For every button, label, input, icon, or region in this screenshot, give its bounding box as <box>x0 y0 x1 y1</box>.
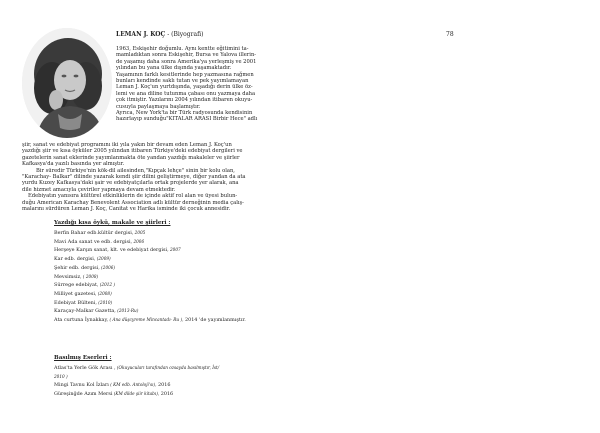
bio-line: de yaşamış daha sonra Amerika'ya yerleşmiş ve 2001 <box>116 58 257 65</box>
works-item: Kar edb. dergisi, (2009) <box>54 256 111 263</box>
works-list <box>54 229 246 325</box>
publications-list <box>54 364 219 398</box>
body-line: "Karachay- Balkar" dilinde yazarak kendi şiir dilini geliştirmeye, diğer yandan da ata <box>22 174 246 181</box>
body-line: malarını sürdüren Leman J. Koç, Canitat ve Harika isminde iki çocuk annesidir. <box>22 206 231 213</box>
body-line: Kafkasya'da yazılı basında yer almıştır. <box>22 161 125 168</box>
bio-subtitle: - (Biyografi) <box>165 31 204 38</box>
works-item: Edebiyat Bülteni, (2010) <box>54 299 113 306</box>
works-item: Mevsimsiz, ( 2008) <box>54 273 99 280</box>
body-line: yurdu Kuzey Kafkasya'daki şair ve edebiyatçılarla ortak projelerde yer alarak, ana <box>22 180 239 187</box>
bio-title <box>116 31 203 38</box>
publication-item: Mingi Tavnu Kol İzları ( KM edb. Antoloji'sı), 2016 <box>54 382 171 389</box>
publication-item: Güreşinğde Azım Mersi (KM dilde şiir kitabı), 2016 <box>54 390 174 397</box>
works-item: Berfin Bahar edb.kültür dergisi, 2005 <box>54 230 146 236</box>
publications-heading: Basılmış Eserleri : <box>54 355 112 361</box>
body-line: şiir, sanat ve edebiyat programını iki yıla yakın bir devam eden Leman J. Koç'un <box>22 142 232 148</box>
works-item: Mavi Ada sanat ve edb. dergisi, 2006 <box>54 238 145 245</box>
publication-item: 2010 ) <box>54 373 68 379</box>
bio-line: Ayrıca, New York'ta bir Türk radyosunda kendisinin <box>116 110 253 117</box>
body-line: duğu American Karachay Benevolent Association adlı kültür derneğinin media çalış- <box>22 199 244 206</box>
works-heading: Yazdığı kısa öykü, makale ve şiirleri : <box>54 220 171 226</box>
body-line: Bir süredir Türkiye'nin kök-dil ailesinden,"Kıpçak lehçe" sinin bir kolu olan, <box>36 167 235 174</box>
works-item: Karaçay-Malkar Gazetta, (2013-Ru) <box>54 308 139 315</box>
works-item: Ata curtuna İynakkay, ( Ana düşcyreme Mincantadı- Ru ), 2014 'de yayımlanmıştır. <box>54 317 246 324</box>
body-line: gazetelerin sanat eklerinde yayımlanmakta öte yandan yazdığı makaleler ve şiirler <box>22 154 240 161</box>
works-item: Şehir edb. dergisi, (2006) <box>54 264 116 271</box>
bio-line: lemi ve ana diline tutunma çabası onu yazmaya daha <box>116 90 256 97</box>
bio-continuation <box>22 142 246 212</box>
bio-line: Leman J. Koç'un yurtdışında, yaşadığı derin ülke öz- <box>116 84 253 91</box>
bio-line: hazırlayıp sunduğu"KITALAR ARASI Birbir Hece" adlı <box>116 116 258 123</box>
bio-line: cusuyla paylaşmaya başlamıştır. <box>116 103 201 110</box>
body-line: yazdığı şiir ve kısa öyküler 2005 yılından itibaren Türkiye'deki edebiyat dergileri ve <box>22 148 243 155</box>
author-portrait-image <box>22 28 112 138</box>
publication-item: Atlas'ta Yerle Gök Arası , (Okuyucuları tarafından ozsayda basılmıştır, İst/ <box>54 365 220 371</box>
bio-line: 1963, Eskişehir doğumlu. Aynı kentte eğitimini ta- <box>116 46 249 52</box>
body-line: Edebiyatın yanısıra kültürel etkinliklerin de içinde aktif rol alan ve üyesi bulun- <box>28 193 238 200</box>
page-number: 78 <box>446 31 454 38</box>
bio-line: mamladıktan sonra Eskişehir, Bursa ve Yalova illerin- <box>116 52 257 59</box>
body-line: dile hizmet amacıyla çeviriler yapmaya devam etmektedir. <box>22 186 176 193</box>
bio-line: yılından bu yana ülke dışında yaşamaktadır. <box>116 65 232 72</box>
works-item: Milliyet gazetesi, (2008) <box>54 290 112 297</box>
bio-line: bunları kendinde saklı tutan ve pek yayımlamayan <box>116 78 249 85</box>
works-item: Sürrege edebiyat, (2012 ) <box>54 282 116 289</box>
works-item: Herşeye Karşın sanat, klt. ve edebiyat dergisi, 2007 <box>54 247 181 254</box>
bio-line: çok itmiştir. Yazılarını 2004 yılından itibaren okuyu- <box>116 97 253 104</box>
author-portrait <box>22 28 112 138</box>
bio-paragraph <box>116 46 257 123</box>
author-name: LEMAN J. KOÇ <box>116 31 166 38</box>
bio-line: Yaşamının farklı kesitlerinde hep yazmasına rağmen <box>116 71 254 78</box>
